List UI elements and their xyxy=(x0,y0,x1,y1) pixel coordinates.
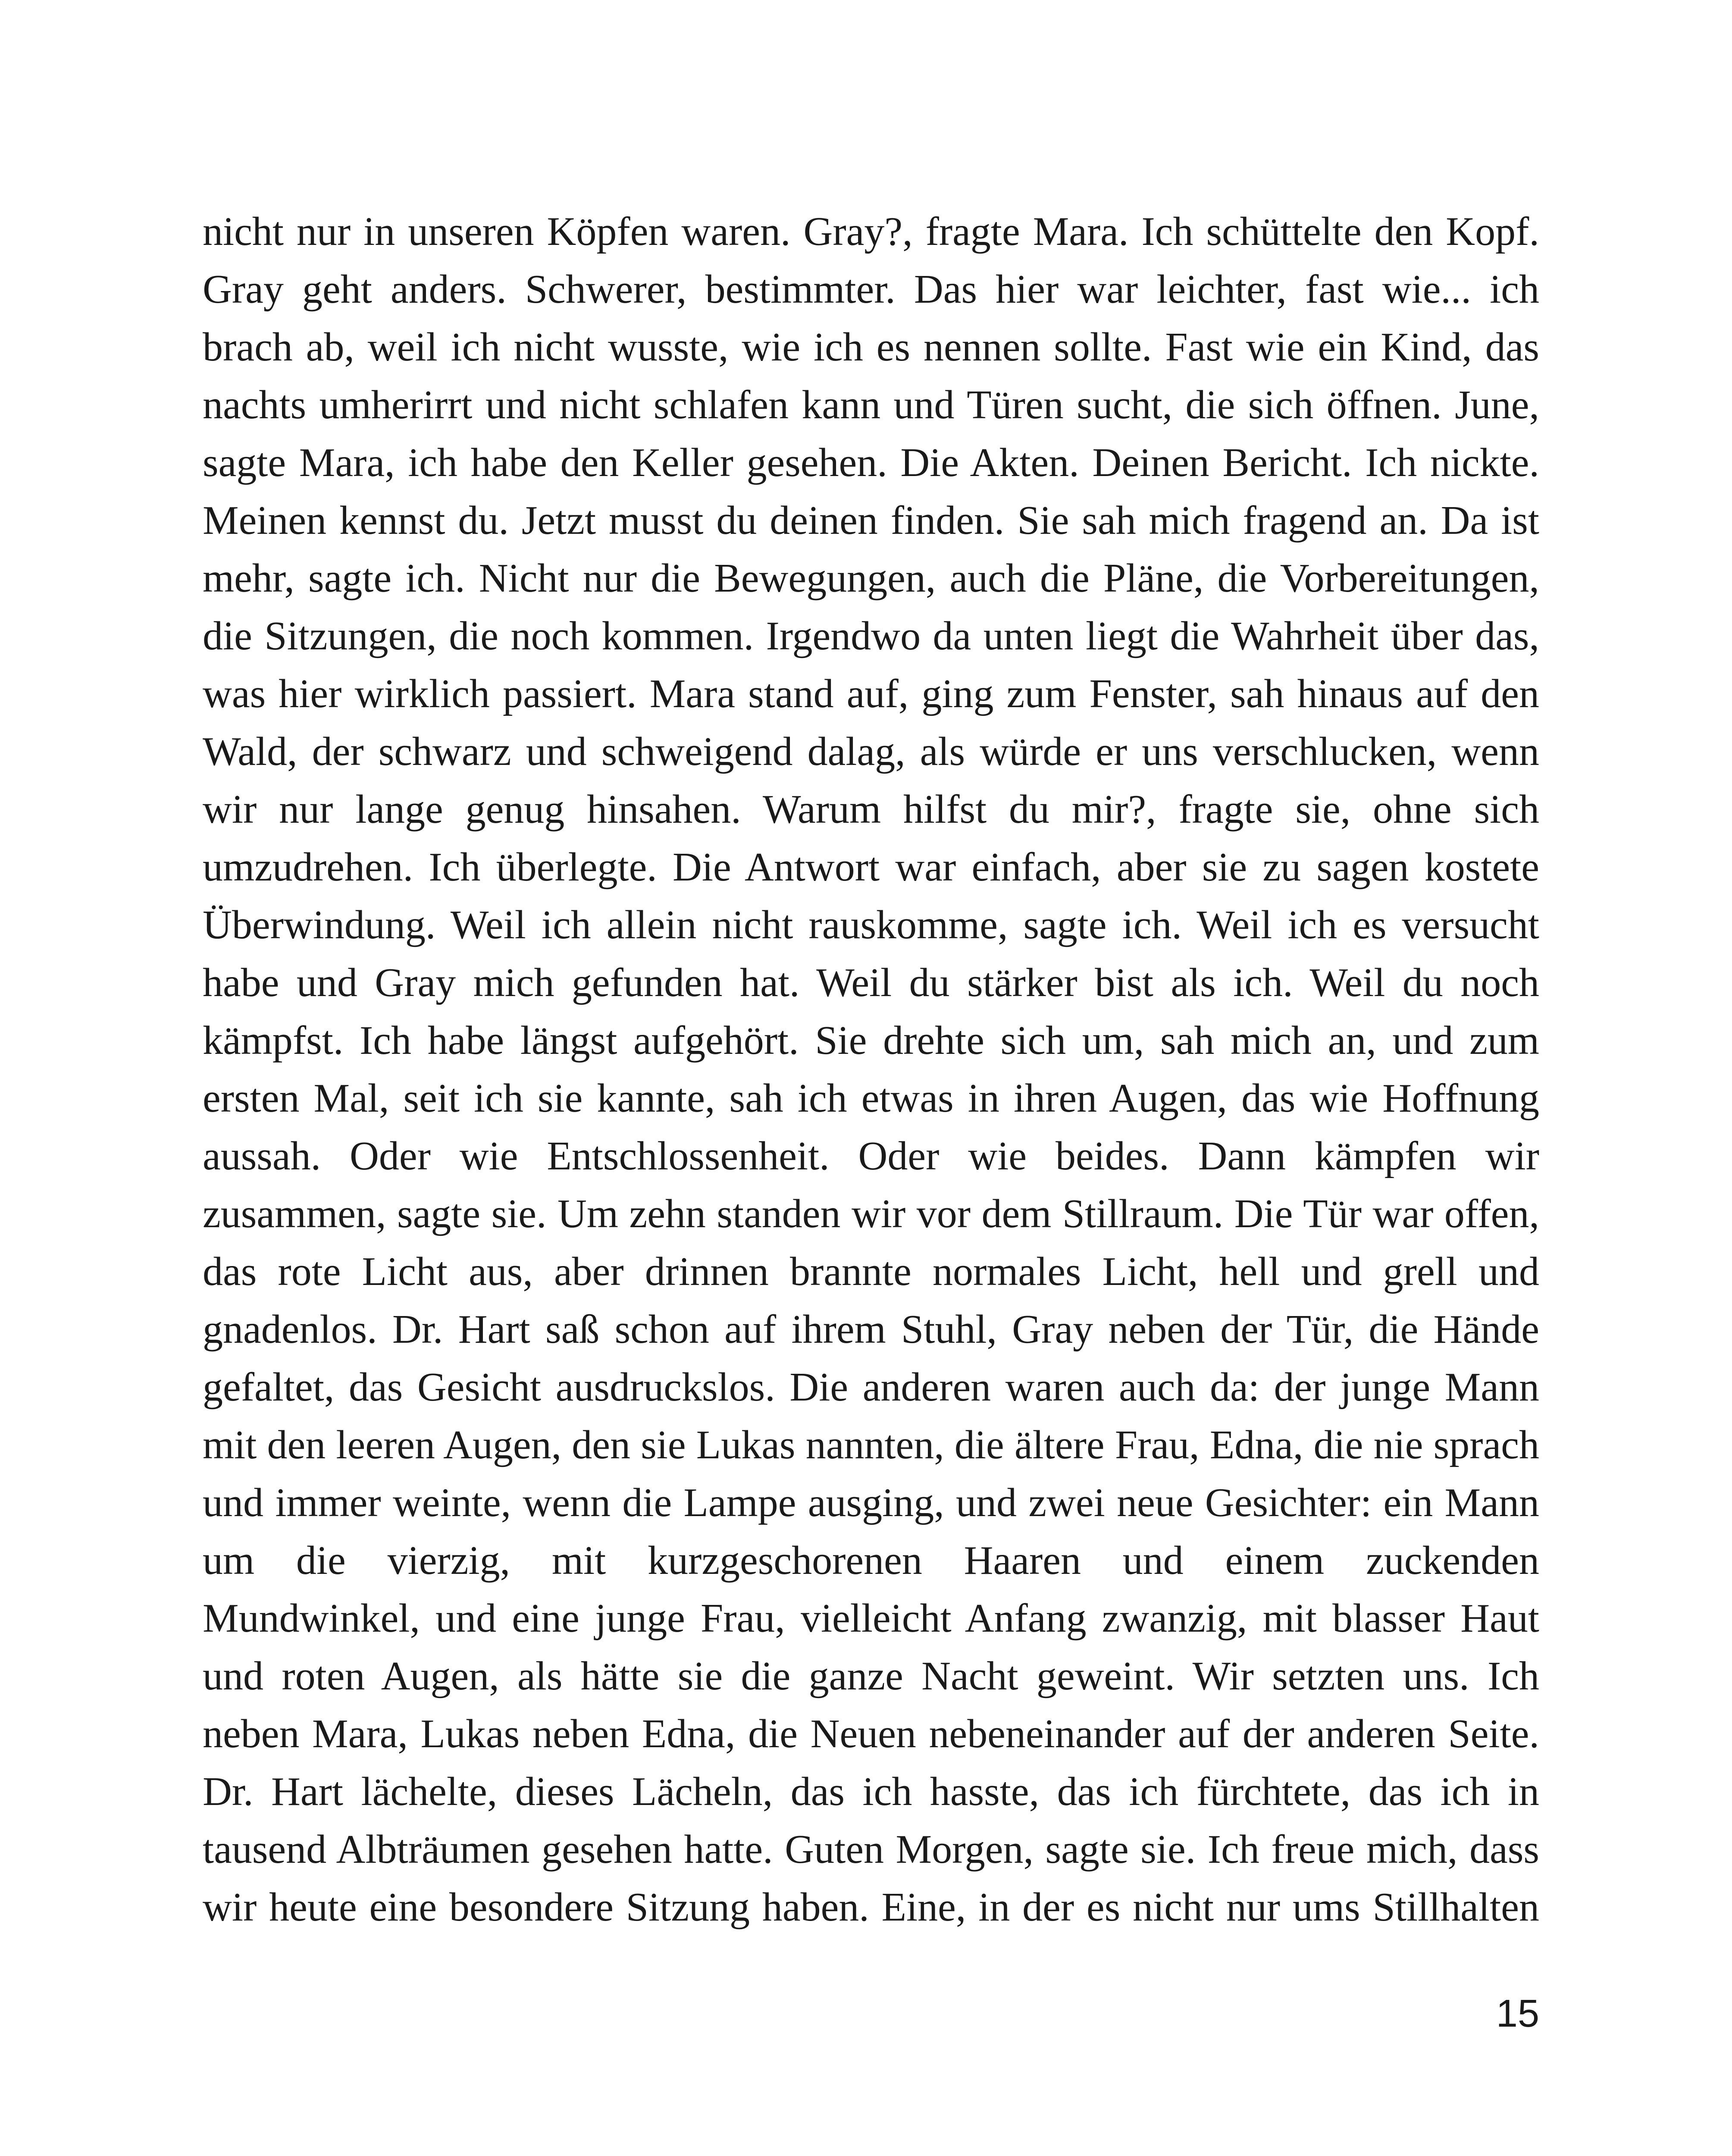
text-line: zusammen, sagte sie. Um zehn standen wir vor dem Stillraum. Die Tür war offen, xyxy=(203,1191,1539,1236)
text-line: mit den leeren Augen, den sie Lukas nannten, die ältere Frau, Edna, die nie sprach xyxy=(203,1423,1539,1467)
text-line: mehr, sagte ich. Nicht nur die Bewegungen, auch die Pläne, die Vorbereitungen, xyxy=(203,556,1539,601)
text-line: aussah. Oder wie Entschlossenheit. Oder wie beides. Dann kämpfen wir xyxy=(203,1134,1539,1178)
text-line: Überwindung. Weil ich allein nicht rauskomme, sagte ich. Weil ich es versucht xyxy=(203,903,1539,947)
text-line: umzudrehen. Ich überlegte. Die Antwort war einfach, aber sie zu sagen kostete xyxy=(203,845,1539,890)
text-line: das rote Licht aus, aber drinnen brannte normales Licht, hell und grell und xyxy=(203,1249,1539,1294)
text-line: wir nur lange genug hinsahen. Warum hilfst du mir?, fragte sie, ohne sich xyxy=(203,787,1539,832)
text-line: habe und Gray mich gefunden hat. Weil du stärker bist als ich. Weil du noch xyxy=(203,960,1539,1005)
text-line: tausend Albträumen gesehen hatte. Guten Morgen, sagte sie. Ich freue mich, dass xyxy=(203,1827,1539,1872)
text-line: nachts umherirrt und nicht schlafen kann und Türen sucht, die sich öffnen. June, xyxy=(203,382,1539,427)
text-line: die Sitzungen, die noch kommen. Irgendwo da unten liegt die Wahrheit über das, xyxy=(203,614,1539,658)
text-line: und roten Augen, als hätte sie die ganze Nacht geweint. Wir setzten uns. Ich xyxy=(203,1654,1539,1698)
text-line: Meinen kennst du. Jetzt musst du deinen finden. Sie sah mich fragend an. Da ist xyxy=(203,498,1539,543)
text-line: Gray geht anders. Schwerer, bestimmter. Das hier war leichter, fast wie... ich xyxy=(203,267,1539,312)
text-line: gefaltet, das Gesicht ausdruckslos. Die anderen waren auch da: der junge Mann xyxy=(203,1365,1539,1410)
page-number: 15 xyxy=(1496,1992,1539,2035)
text-line: Mundwinkel, und eine junge Frau, vielleicht Anfang zwanzig, mit blasser Haut xyxy=(203,1596,1539,1641)
text-line: nicht nur in unseren Köpfen waren. Gray?, fragte Mara. Ich schüttelte den Kopf. xyxy=(203,209,1539,254)
text-line: und immer weinte, wenn die Lampe ausging, und zwei neue Gesichter: ein Mann xyxy=(203,1480,1539,1525)
text-line: Wald, der schwarz und schweigend dalag, als würde er uns verschlucken, wenn xyxy=(203,729,1539,774)
body-text xyxy=(203,203,1539,1936)
text-line: gnadenlos. Dr. Hart saß schon auf ihrem Stuhl, Gray neben der Tür, die Hände xyxy=(203,1307,1539,1352)
text-line: was hier wirklich passiert. Mara stand auf, ging zum Fenster, sah hinaus auf den xyxy=(203,671,1539,716)
text-line: sagte Mara, ich habe den Keller gesehen. Die Akten. Deinen Bericht. Ich nickte. xyxy=(203,440,1539,485)
text-line: kämpfst. Ich habe längst aufgehört. Sie drehte sich um, sah mich an, und zum xyxy=(203,1018,1539,1063)
text-line: um die vierzig, mit kurzgeschorenen Haaren und einem zuckenden xyxy=(203,1538,1539,1583)
text-line: ersten Mal, seit ich sie kannte, sah ich etwas in ihren Augen, das wie Hoffnung xyxy=(203,1076,1539,1121)
text-line: Dr. Hart lächelte, dieses Lächeln, das ich hasste, das ich fürchtete, das ich in xyxy=(203,1769,1539,1814)
text-line: neben Mara, Lukas neben Edna, die Neuen nebeneinander auf der anderen Seite. xyxy=(203,1711,1539,1756)
text-line: wir heute eine besondere Sitzung haben. Eine, in der es nicht nur ums Stillhalten xyxy=(203,1885,1539,1930)
text-line: brach ab, weil ich nicht wusste, wie ich es nennen sollte. Fast wie ein Kind, das xyxy=(203,325,1539,370)
